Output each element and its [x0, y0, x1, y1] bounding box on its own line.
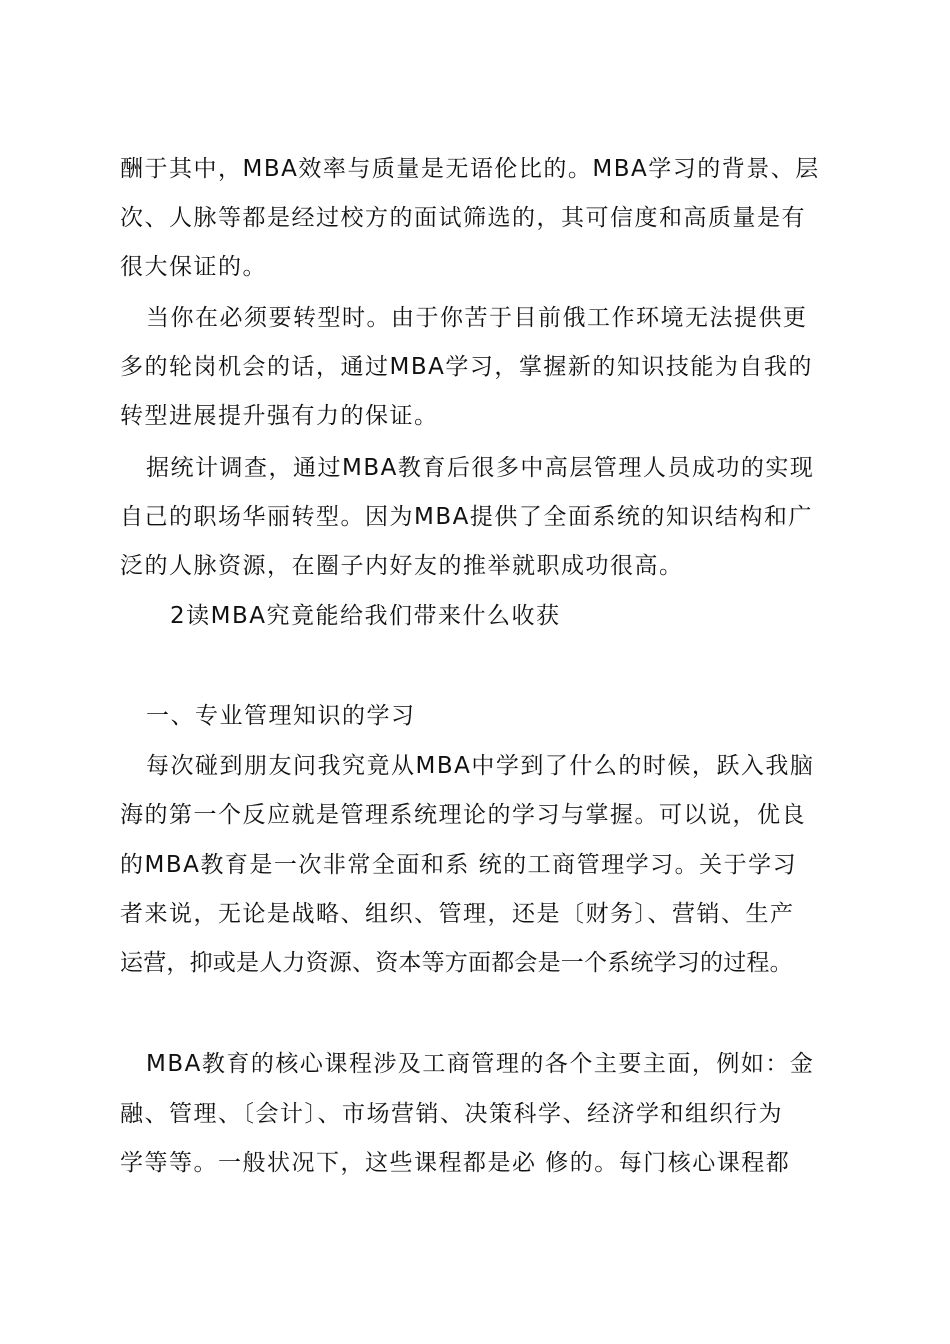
- paragraph-line: 次、人脉等都是经过校方的面试筛选的，其可信度和高质量是有: [120, 205, 806, 231]
- paragraph-line: 多的轮岗机会的话，通过MBA学习，掌握新的知识技能为自我的: [120, 354, 813, 380]
- section-heading: 2读MBA究竟能给我们带来什么收获: [170, 603, 561, 629]
- paragraph-line: 酬于其中，MBA效率与质量是无语伦比的。MBA学习的背景、层: [120, 156, 820, 182]
- paragraph-line: 据统计调查，通过MBA教育后很多中高层管理人员成功的实现: [146, 455, 815, 481]
- paragraph-line: 每次碰到朋友问我究竟从MBA中学到了什么的时候，跃入我脑: [146, 753, 815, 779]
- subsection-heading: 一、专业管理知识的学习: [146, 703, 416, 729]
- paragraph-line: 当你在必须要转型时。由于你苦于目前俄工作环境无法提供更: [146, 305, 808, 331]
- paragraph-line: 融、管理、〔会计〕、市场营销、决策科学、经济学和组织行为: [120, 1101, 783, 1127]
- paragraph-line: 者来说，无论是战略、组织、管理，还是〔财务〕、营销、生产: [120, 901, 795, 927]
- paragraph-line: 的MBA教育是一次非常全面和系 统的工商管理学习。关于学习: [120, 852, 798, 878]
- paragraph-line: 学等等。一般状况下，这些课程都是必 修的。每门核心课程都: [120, 1150, 791, 1176]
- paragraph-line: 运营，抑或是人力资源、资本等方面都会是一个系统学习的过程。: [120, 950, 793, 976]
- paragraph-line: 海的第一个反应就是管理系统理论的学习与掌握。可以说，优良: [120, 802, 806, 828]
- paragraph-line: 自己的职场华丽转型。因为MBA提供了全面系统的知识结构和广: [120, 504, 813, 530]
- paragraph-line: MBA教育的核心课程涉及工商管理的各个主要主面，例如：金: [146, 1051, 815, 1077]
- paragraph-line: 很大保证的。: [120, 254, 267, 280]
- paragraph-line: 泛的人脉资源，在圈子内好友的推举就职成功很高。: [120, 553, 684, 579]
- paragraph-line: 转型进展提升强有力的保证。: [120, 403, 439, 429]
